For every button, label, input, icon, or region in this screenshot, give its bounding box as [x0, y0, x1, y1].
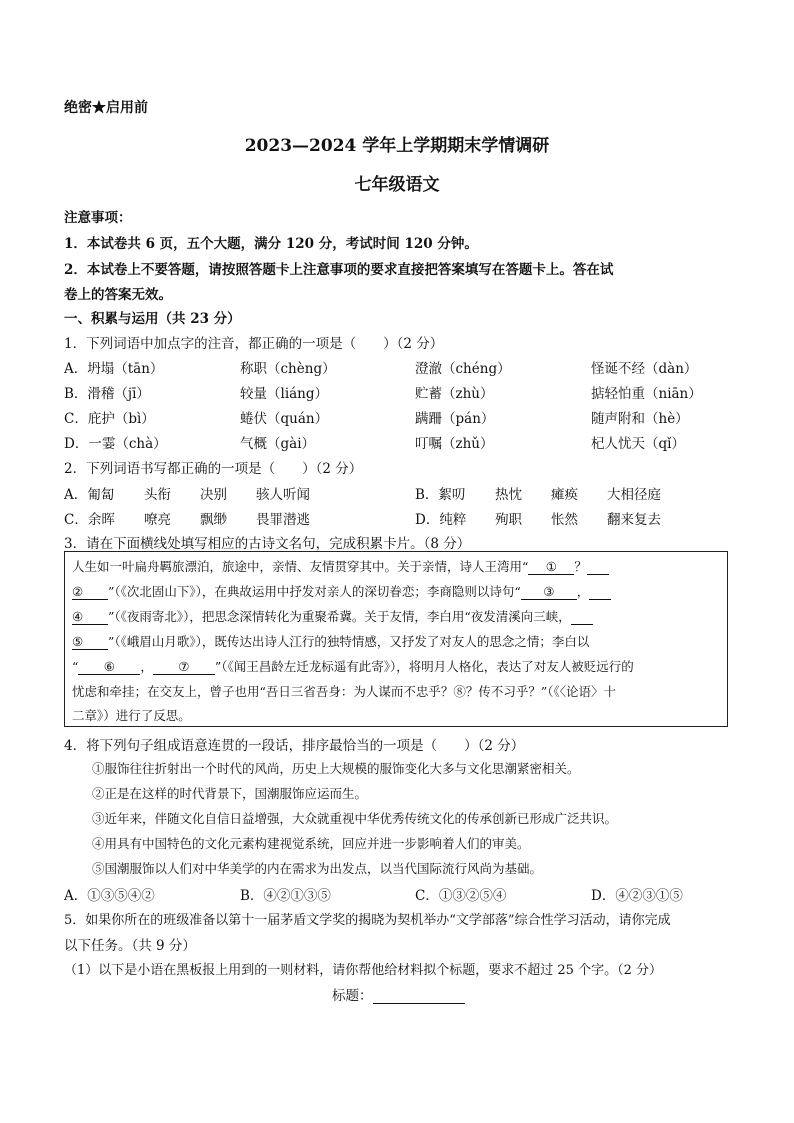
q1-a-4: 怪诞不经（dàn） [591, 361, 698, 377]
q5-stem-1: 5．如果你所在的班级准备以第十一届茅盾文学奖的揭晓为契机举办“文学部落”综合性学习活动，请你完成 [64, 913, 671, 928]
blank-5: ⑤ [72, 634, 108, 650]
q1-d-4: 杞人忧天（qǐ） [591, 436, 685, 452]
q4-stem: 4．将下列句子组成语意连贯的一段话，排序最恰当的一项是（ ）（2 分） [64, 738, 525, 754]
q2-d-1: D．纯粹 [415, 512, 467, 528]
card-line-5: “ ⑥ ， ⑦ ”（《闻王昌龄左迁龙标遥有此寄》），将明月人格化，表达了对友人被贬远行的 [72, 659, 634, 674]
q1-b-4: 掂轻怕重（niān） [591, 386, 702, 402]
notes-heading: 注意事项： [64, 210, 132, 226]
q1-c-3: 蹒跚（pán） [415, 411, 495, 427]
blank-4-start [589, 584, 611, 600]
exam-title: 2023—2024 学年上学期期末学情调研 [244, 136, 550, 156]
q1-b-3: 贮蓄（zhù） [415, 386, 494, 402]
q2-b-3: 瘫痪 [551, 487, 578, 503]
q2-a-2: 头衔 [144, 487, 171, 503]
card-text-2: ”（《次北固山下》），在典故运用中抒发对亲人的深切眷恋；李商隐则以诗句“ [108, 584, 521, 599]
q4-option-c: C．①③②⑤④ [415, 888, 507, 904]
q1-d-1: D．一霎（chà） [64, 436, 167, 452]
q2-b-4: 大相径庭 [607, 487, 661, 503]
blank-3: ③ [521, 584, 577, 600]
q1-b-2: 较量（liáng） [240, 386, 329, 402]
blank-5-start [571, 609, 593, 625]
section-1-heading: 一、积累与运用（共 23 分） [64, 311, 241, 327]
q1-stem: 1．下列词语中加点字的注音，都正确的一项是（ ）（2 分） [64, 336, 444, 352]
q2-c-2: 嘹亮 [144, 512, 171, 528]
confidential-label: 绝密★启用前 [64, 100, 148, 116]
q2-a-3: 决别 [200, 487, 227, 503]
q2-d-2: 殉职 [495, 512, 522, 528]
q1-c-4: 随声附和（hè） [591, 411, 689, 427]
q4-sentence-3: ③近年来，伴随文化自信日益增强，大众就重视中华优秀传统文化的传承创新已形成广泛共识。 [92, 811, 618, 826]
card-text-5: ”（《闻王昌龄左迁龙标遥有此寄》），将明月人格化，表达了对友人被贬远行的 [214, 659, 634, 674]
card-line-2: ② ”（《次北固山下》），在典故运用中抒发对亲人的深切眷恋；李商隐则以诗句“ ③ ， [72, 582, 611, 600]
q4-sentence-2: ②正是在这样的时代背景下，国潮服饰应运而生。 [92, 786, 368, 801]
q1-c-1: C．庇护（bì） [64, 411, 155, 427]
q5-stem-2: 以下任务。（共 9 分） [64, 938, 196, 954]
q3-stem: 3．请在下面横线处填写相应的古诗文名句，完成积累卡片。（8 分） [64, 536, 471, 552]
note-2b: 卷上的答案无效。 [64, 287, 172, 303]
q5-subquestion-1: （1）以下是小语在黑板报上用到的一则材料，请你帮他给材料拟个标题，要求不超过 25 个字。（2 分） [64, 963, 662, 978]
q2-c-3: 飘缈 [200, 512, 227, 528]
exam-subtitle: 七年级语文 [354, 175, 440, 195]
card-text-3: ”（《夜雨寄北》），把思念深情转化为重聚希冀。关于友情，李白用“夜发清溪向三峡， [108, 609, 571, 624]
note-2a: 2．本试卷上不要答题，请按照答题卡上注意事项的要求直接把答案填写在答题卡上。答在试 [64, 262, 614, 278]
title-blank [373, 988, 465, 1004]
q4-sentence-4: ④用具有中国特色的文化元素构建视觉系统，回应并进一步影响着人们的审美。 [92, 836, 530, 851]
q2-b-2: 热忱 [495, 487, 522, 503]
blank-1: ① [528, 559, 574, 575]
q2-c-4: 畏罪潜逃 [256, 512, 310, 528]
card-line-6: 忧虑和牵挂；在交友上，曾子也用“吾日三省吾身：为人谋而不忠乎？⑧？传不习乎？”（《〈论语〉十 [72, 684, 617, 699]
title-answer-line [332, 984, 465, 1004]
blank-2-start [587, 559, 609, 575]
blank-2: ② [72, 584, 108, 600]
q2-d-4: 翻来复去 [607, 512, 661, 528]
card-text-4: ”（《峨眉山月歌》），既传达出诗人江行的独特情感，又抒发了对友人的思念之情；李白以 [108, 634, 590, 649]
q4-option-d: D．④②③①⑤ [591, 888, 683, 904]
q4-sentence-1: ①服饰往往折射出一个时代的风尚，历史上大规模的服饰变化大多与文化思潮紧密相关。 [92, 761, 580, 776]
q2-c-1: C．余晖 [64, 512, 115, 528]
q4-option-a: A．①③⑤④② [64, 888, 155, 904]
q2-stem: 2．下列词语书写都正确的一项是（ ）（2 分） [64, 461, 363, 477]
q1-a-3: 澄澈（chéng） [415, 361, 511, 377]
blank-4: ④ [72, 609, 108, 625]
title-label: 标题： [332, 988, 373, 1004]
q1-a-2: 称职（chèng） [240, 361, 336, 377]
q2-b-1: B．絮叨 [415, 487, 466, 503]
q1-b-1: B．滑稽（jī） [64, 386, 150, 402]
card-line-3 [72, 607, 593, 625]
card-text-1: 人生如一叶扁舟羁旅漂泊，旅途中，亲情、友情贯穿其中。关于亲情，诗人王湾用“ [72, 559, 529, 574]
q1-d-3: 叮嘱（zhǔ） [415, 436, 494, 452]
q1-c-2: 蜷伏（quán） [240, 411, 329, 427]
blank-7: ⑦ [153, 659, 215, 675]
q2-d-3: 怅然 [551, 512, 578, 528]
q2-a-4: 骇人听闻 [256, 487, 310, 503]
card-line-4 [72, 632, 589, 650]
blank-6: ⑥ [78, 659, 140, 675]
note-1: 1．本试卷共 6 页，五个大题，满分 120 分，考试时间 120 分钟。 [64, 236, 478, 252]
card-line-1: 人生如一叶扁舟羁旅漂泊，旅途中，亲情、友情贯穿其中。关于亲情，诗人王湾用“ ① ？ [72, 557, 609, 575]
q1-d-2: 气概（gài） [240, 436, 316, 452]
q2-a-1: A．匍匐 [64, 487, 115, 503]
q4-option-b: B．④②①③⑤ [240, 888, 331, 904]
card-line-7: 二章》）进行了反思。 [72, 708, 191, 723]
q1-a-1: A．坍塌（tān） [64, 361, 164, 377]
q4-sentence-5: ⑤国潮服饰以人们对中华美学的内在需求为出发点，以当代国际流行风尚为基础。 [92, 861, 543, 876]
